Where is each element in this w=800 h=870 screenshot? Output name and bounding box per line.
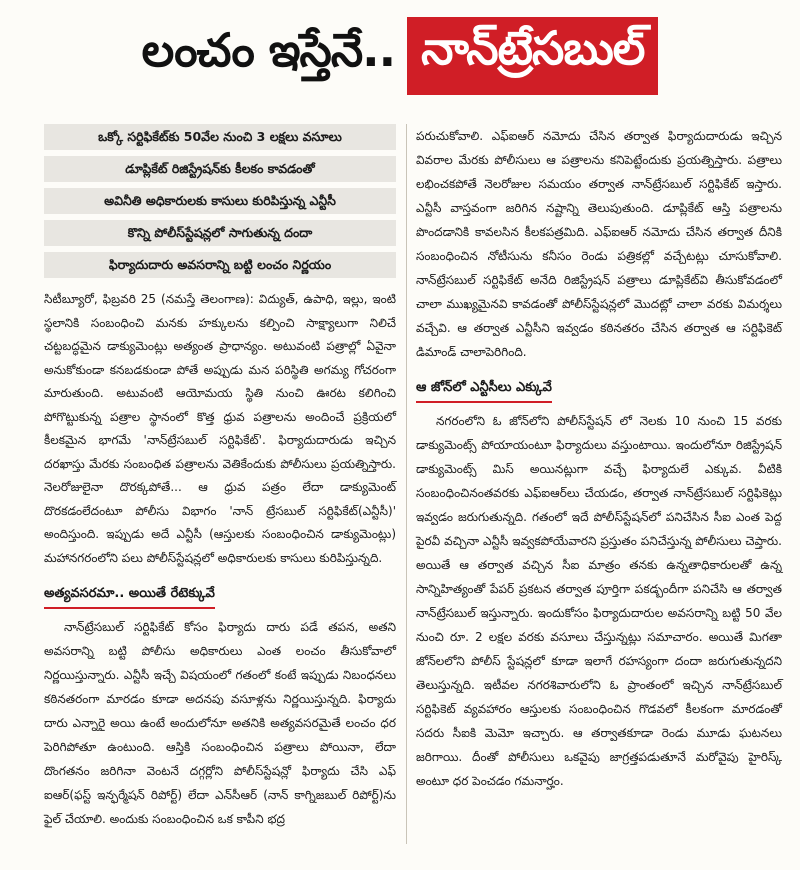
deck-line: డూప్లికేట్ రిజిస్ట్రేషన్‌కు కీలకం కావడంతో	[44, 156, 396, 182]
body-paragraph: నాన్‌ట్రేసబుల్ సర్టిఫికేట్ కోసం ఫిర్యాదు దారు పడే తపన, అతని అవసరాన్ని బట్టి పోలీసు అధికారులు ఎంత లంచం తీసుకోవాలో నిర్ణయిస్తున్నారు. ఎన్టీసీ ఇచ్చే విషయంలో గతంలో కంటే ఇప్పుడు నిబంధనలు కఠినతరంగా మారడం కూడా అదనపు వసూళ్లను నిర్ణయిస్తున్నది. ఫిర్యాదు దారు ఎన్నారై అయి ఉంటే అందులోనూ అతనికి అత్యవసరమైతే లంచం ధర పెరిగిపోతూ ఉంటుంది. ఆస్తికి సంబంధించిన పత్రాలు పోయినా, లేదా దొంగతనం జరిగినా వెంటనే దగ్గర్లోని పోలీస్‌స్టేషన్లో ఫిర్యాదు చేసి ఎఫ్ ఐఆర్(ఫస్ట్ ఇన్ఫర్మేషన్ రిపోర్ట్) లేదా ఎన్‌సీఆర్ (నాన్ కాగ్నిజబుల్ రిపోర్ట్)ను ఫైల్ చేయాలి. అందుకు సంబంధించిన ఒక కాపీని భద్ర	[44, 620, 396, 826]
deck-line: ఫిర్యాదుదారు అవసరాన్ని బట్టి లంచం నిర్ణయం	[44, 252, 396, 278]
deck-line: కొన్ని పోలీస్‌స్టేషన్లలో సాగుతున్న దందా	[44, 220, 396, 246]
body-paragraph: సిటీబ్యూరో, ఫిబ్రవరి 25 (నమస్తే తెలంగాణ): విద్యుత్, ఉపాధి, ఇల్లు, ఇంటి స్థలానికి సంబంధించి మనకు హక్కులను కల్పించి సాక్ష్యాలుగా నిలిచే చట్టబద్ధమైన డాక్యుమెంట్లు అత్యంత ప్రాధాన్యం. అటువంటి పత్రాల్లో ఏవైనా అనుకోకుండా కనబడకుండా పోతే అప్పుడు మన పరిస్థితి అగమ్య గోచరంగా మారుతుంది. అటువంటి ఆయోమయ స్థితి నుంచి ఊరట కలిగించి పోగొట్టుకున్న పత్రాల స్థానంలో కొత్త ధ్రువ పత్రాలను అందించే ప్రక్రియలో కీలకమైన భాగమే 'నాన్‌ట్రేసబుల్ సర్టిఫికేట్'. ఫిర్యాదుదారుడు ఇచ్చిన దరఖాస్తు మేరకు సంబంధిత పత్రాలను వెతికేందుకు పోలీసులు ప్రయత్నిస్తారు. నెలరోజులైనా దొరక్కపోతే... ఆ ధ్రువ పత్రం లేదా డాక్యుమెంట్ దొరకడంలేదంటూ పోలీసు విభాగం 'నాన్ ట్రేసబుల్ సర్టిఫికేట్(ఎన్టీసీ)' అందిస్తుంది. ఇప్పుడు అదే ఎన్టీసీ (ఆస్తులకు సంబంధించిన డాక్యుమెంట్లు) మహానగరంలోని పలు పోలీస్‌స్టేషన్లలో అధికారులకు కాసులు కురిపిస్తున్నది.	[44, 292, 396, 565]
deck-line: అవినీతి అధికారులకు కాసులు కురిపిస్తున్న ఎన్టీసీ	[44, 188, 396, 214]
section-subheading: ఆ జోన్‌లో ఎన్టీసీలు ఎక్కువే	[416, 380, 552, 403]
deck-line: ఒక్కో సర్టిఫికేట్‌కు 50వేల నుంచి 3 లక్షలు వసూలు	[44, 124, 396, 150]
sub-decks	[44, 124, 396, 278]
right-column	[416, 124, 782, 799]
body-paragraph: నగరంలోని ఓ జోన్‌లోని పోలీస్‌స్టేషన్ లో నెలకు 10 నుంచి 15 వరకు డాక్యుమెంట్స్ పోయాయంటూ ఫిర్యాదులు వస్తుంటాయి. ఇందులోనూ రిజిస్ట్రేషన్ డాక్యుమెంట్స్ మిస్ అయినట్లుగా వచ్చే ఫిర్యాదులే ఎక్కువ. వీటికి సంబంధించినంతవరకు ఎఫ్‌ఐఆర్‌లు చేయడం, తర్వాత నాన్‌ట్రేసబుల్ సర్టిఫికెట్లు ఇవ్వడం జరుగుతున్నది. గతంలో ఇదే పోలీస్‌స్టేషన్‌లో పనిచేసిన సీఐ ఎంత పెద్ద పైరవీ వచ్చినా ఎన్టీసీ ఇవ్వకపోయేవారని ప్రస్తుతం పనిచేస్తున్న పోలీసులు చెప్తారు. అయితే ఆ తర్వాత వచ్చిన సీఐ మాత్రం తనకు ఉన్నతాధికారులతో ఉన్న సాన్నిహిత్యంతో పేపర్ ప్రకటన తర్వాత పూర్తిగా పకడ్బందీగా పనిచేసి ఆ తర్వాత నాన్‌ట్రేసబుల్ ఇస్తున్నారు. ఇందుకోసం ఫిర్యాదుదారుల అవసరాన్ని బట్టి 50 వేల నుంచి రూ. 2 లక్షల వరకు వసూలు చేస్తున్నట్లు సమాచారం. అయితే మిగతా జోన్‌లలోని పోలీస్ స్టేషన్లలో కూడా ఇలాగే రహస్యంగా దందా జరుగుతున్నదని తెలుస్తున్నది. ఇటీవల నగరశివారులోని ఓ ప్రాంతంలో ఇచ్చిన నాన్‌ట్రేసబుల్ సర్టిఫికెట్ వ్యవహారం ఆస్తులకు సంబంధించిన గొడవలో కీలకంగా మారడంతో సదరు సీఐకి మెమో ఇచ్చారు. ఆ తర్వాతకూడా రెండు మూడు ఘటనలు జరిగాయి. దీంతో పోలీసులు ఒకవైపు జాగ్రత్తపడుతూనే మరోవైపు హైరిస్క్ అంటూ ధర పెంచడం గమనార్హం.	[416, 414, 782, 788]
section-subheading: అత్యవసరమా.. అయితే రేటెక్కువే	[44, 586, 215, 609]
left-column	[44, 124, 396, 837]
body-paragraph: పరుచుకోవాలి. ఎఫ్‌ఐఆర్ నమోదు చేసిన తర్వాత ఫిర్యాదుదారుడు ఇచ్చిన వివరాల మేరకు పోలీసులు ఆ పత్రాలను కనిపెట్టేందుకు ప్రయత్నిస్తారు. పత్రాలు లభించకపోతే నెలరోజుల సమయం తర్వాత నాన్‌ట్రేసబుల్ సర్టిఫికేట్ ఇస్తారు. ఎన్టీసీ వాస్తవంగా జరిగిన నష్టాన్ని తెలుపుతుంది. డూప్లికేట్ ఆస్తి పత్రాలను పొందడానికి కావలసిన కీలకపత్రమిది. ఎఫ్‌ఐఆర్ నమోదు చేసిన తర్వాత దీనికి సంబంధించిన నోటీసును కనీసం రెండు పత్రికల్లో వచ్చేటట్లు చూసుకోవాలి. నాన్‌ట్రేసబుల్ సర్టిఫికేట్ అనేది రిజిస్ట్రేషన్ పత్రాలు డూప్లికేట్‌వి తీసుకోవడంలో చాలా ముఖ్యమైనవి కావడంతో పోలీస్‌స్టేషన్లలో మొదట్లో చాలా వరకు విమర్శలు వచ్చేవి. ఆ తర్వాత ఎన్టీసీని ఇవ్వడం కఠినతరం చేసిన తర్వాత ఆ సర్టిఫికెట్ డిమాండ్ చాలాపెరిగింది.	[416, 129, 782, 359]
column-divider	[406, 124, 407, 844]
headline-black-text: లంచం ఇస్తేనే..	[141, 23, 396, 77]
headline-red-banner: నాన్‌ట్రేసబుల్	[407, 17, 658, 95]
headline	[0, 8, 800, 104]
